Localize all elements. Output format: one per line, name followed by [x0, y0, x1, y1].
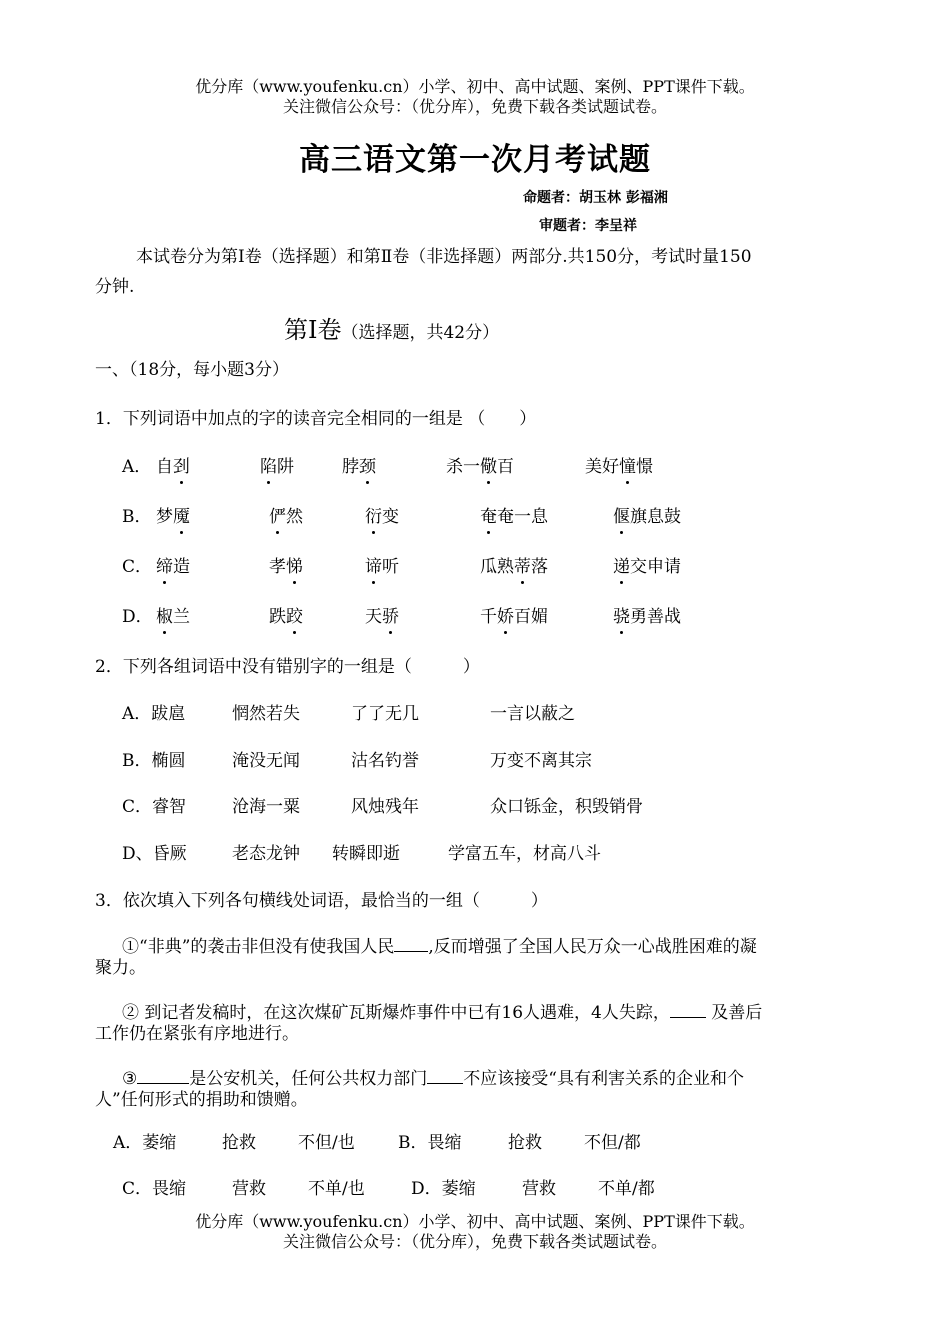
section-main: 第Ⅰ卷: [284, 316, 342, 344]
header-line-1: 优分库（www.youfenku.cn）小学、初中、高中试题、案例、PPT课件下载。: [195, 77, 755, 96]
footer-line-2: 关注微信公众号：（优分库），免费下载各类试题试卷。: [282, 1232, 667, 1251]
footer-line-1: 优分库（www.youfenku.cn）小学、初中、高中试题、案例、PPT课件下载。: [195, 1212, 755, 1231]
q3-sentence-3-cont: 人”任何形式的捐助和馈赠。: [95, 1090, 308, 1110]
blank-3: [137, 1069, 189, 1084]
q3-sentence-3: ③ 是公安机关，任何公共权力部门 不应该接受“具有利害关系的企业和个: [122, 1069, 744, 1089]
author-line: 命题者：胡玉林 彭福湘: [523, 190, 668, 206]
q1-d-word-4: 千娇百媚: [480, 602, 548, 627]
q1-a-word-2: 陷阱: [260, 452, 294, 477]
q1-a-word-5: 美好憧憬: [585, 452, 653, 477]
q3-sentence-1-cont: 聚力。: [95, 958, 146, 978]
intro-line-2: 分钟.: [95, 277, 135, 297]
q1-b-word-2: 俨然: [269, 502, 303, 527]
q1-b-word-3: 衍变: [365, 502, 399, 527]
page-title: 高三语文第一次月考试题: [299, 142, 651, 178]
q1-d-word-2: 跌跤: [269, 602, 303, 627]
q1-c-word-2: 孝悌: [269, 552, 303, 577]
q1-c-word-5: 递交申请: [613, 552, 681, 577]
section-sub: （选择题，共42分）: [341, 323, 500, 343]
q2-stem: 2．下列各组词语中没有错别字的一组是（ ）: [95, 657, 480, 677]
q1-b-word-4: 奄奄一息: [480, 502, 548, 527]
q3-stem: 3．依次填入下列各句横线处词语，最恰当的一组（ ）: [95, 891, 548, 911]
q3-sentence-2: ② 到记者发稿时，在这次煤矿瓦斯爆炸事件中已有16人遇难，4人失踪， 及善后: [122, 1003, 763, 1023]
header-line-2: 关注微信公众号：（优分库），免费下载各类试题试卷。: [282, 97, 667, 116]
q1-c-word-4: 瓜熟蒂落: [480, 552, 548, 577]
blank-4: [427, 1069, 463, 1084]
part-one-heading: 一、（18分，每小题3分）: [95, 360, 289, 380]
q1-a-word-4: 杀一儆百: [446, 452, 514, 477]
q3-sentence-1: ①“非典”的袭击非但没有使我国人民 ,反而增强了全国人民万众一心战胜困难的凝: [122, 937, 757, 957]
q1-d-word-5: 骁勇善战: [613, 602, 681, 627]
q1-c-word-1: 缔造: [156, 552, 190, 577]
intro-line-1: 本试卷分为第Ⅰ卷（选择题）和第Ⅱ卷（非选择题）两部分.共150分，考试时量150: [136, 247, 752, 267]
q1-stem: 1．下列词语中加点的字的读音完全相同的一组是 （ ）: [95, 409, 537, 429]
q1-a-word-1: 自刭: [156, 452, 190, 477]
q1-c-word-3: 谛听: [365, 552, 399, 577]
q1-d-word-1: 椒兰: [156, 602, 190, 627]
q1-b-word-5: 偃旗息鼓: [613, 502, 681, 527]
blank-2: [670, 1003, 706, 1018]
blank-1: [394, 937, 428, 952]
q1-d-word-3: 天骄: [365, 602, 399, 627]
q1-a-word-3: 脖颈: [342, 452, 376, 477]
q1-b-word-1: 梦魇: [156, 502, 190, 527]
reviewer-line: 审题者：李呈祥: [539, 218, 637, 234]
q3-sentence-2-cont: 工作仍在紧张有序地进行。: [95, 1024, 299, 1044]
section-heading: [284, 310, 499, 345]
